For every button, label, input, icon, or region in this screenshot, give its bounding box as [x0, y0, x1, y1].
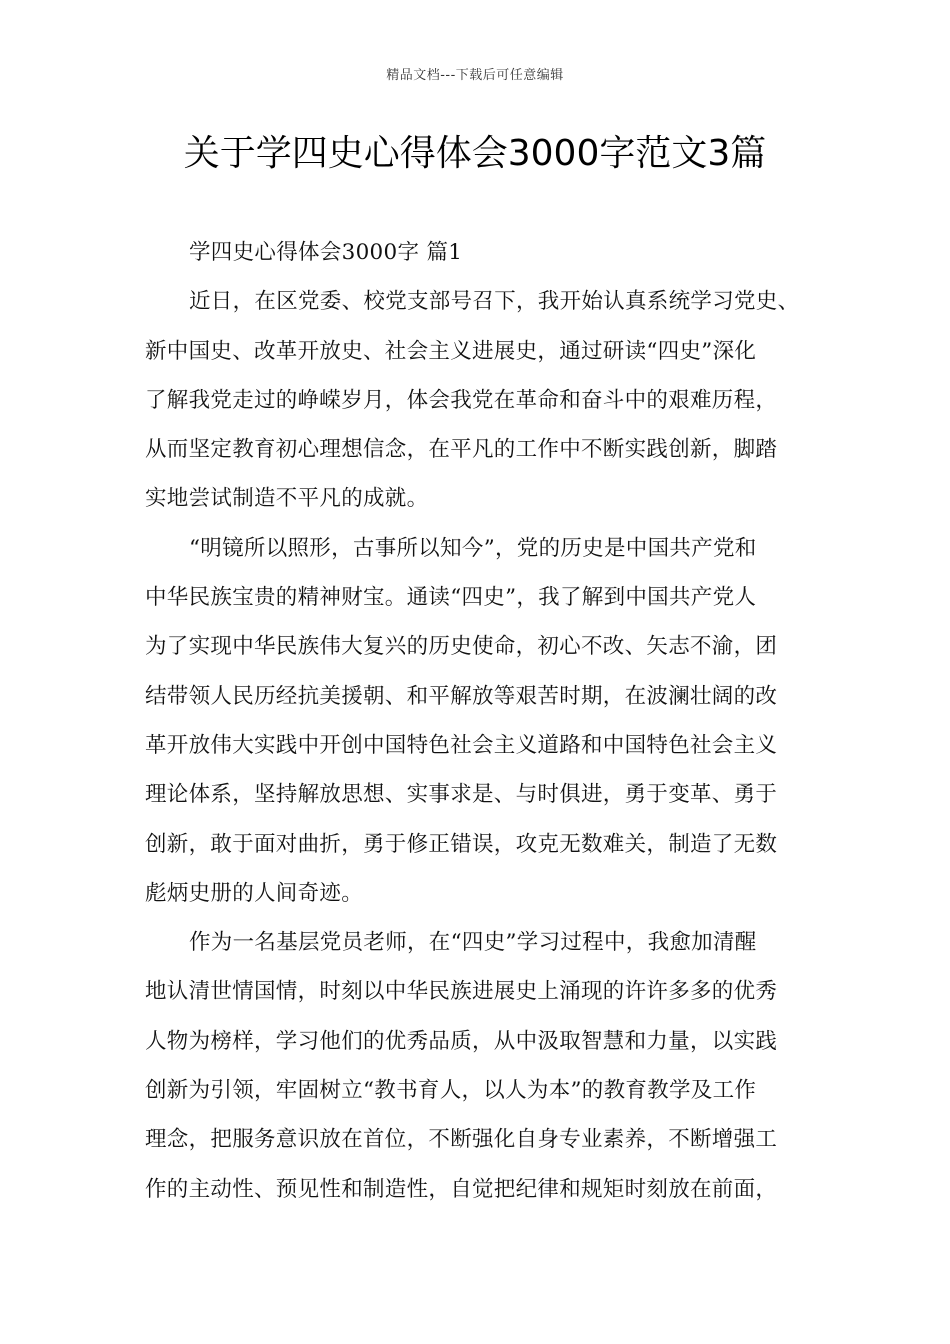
body-text-line: 彪炳史册的人间奇迹。: [145, 880, 364, 906]
body-text-line: 创新为引领，牢固树立“教书育人，以人为本”的教育教学及工作: [145, 1078, 757, 1104]
body-text-line: 作为一名基层党员老师，在“四史”学习过程中，我愈加清醒: [189, 930, 757, 956]
section-heading: 学四史心得体会3000字 篇1: [189, 240, 463, 265]
body-text-line: 作的主动性、预见性和制造性，自觉把纪律和规矩时刻放在前面，: [145, 1176, 778, 1202]
body-text-line: 地认清世情国情，时刻以中华民族进展史上涌现的许许多多的优秀: [145, 979, 778, 1005]
body-text-line: 新中国史、改革开放史、社会主义进展史，通过研读“四史”深化: [145, 338, 757, 364]
body-text-line: 理论体系，坚持解放思想、实事求是、与时俱进，勇于变革、勇于: [145, 782, 778, 808]
body-text-line: 了解我党走过的峥嵘岁月，体会我党在革命和奋斗中的艰难历程，: [145, 387, 778, 413]
body-text-line: 为了实现中华民族伟大复兴的历史使命，初心不改、矢志不渝，团: [145, 634, 778, 660]
body-text-line: 实地尝试制造不平凡的成就。: [145, 486, 429, 512]
body-text-line: 从而坚定教育初心理想信念，在平凡的工作中不断实践创新，脚踏: [145, 437, 778, 463]
body-text-line: 革开放伟大实践中开创中国特色社会主义道路和中国特色社会主义: [145, 732, 778, 758]
header-note: 精品文档---下载后可任意编辑: [386, 68, 564, 83]
body-text-line: 创新，敢于面对曲折，勇于修正错误，攻克无数难关，制造了无数: [145, 831, 778, 857]
body-text-line: 理念，把服务意识放在首位，不断强化自身专业素养，不断增强工: [145, 1127, 778, 1153]
body-text-line: 结带领人民历经抗美援朝、和平解放等艰苦时期，在波澜壮阔的改: [145, 683, 778, 709]
document-title: 关于学四史心得体会3000字范文3篇: [183, 133, 767, 174]
body-text-line: “明镜所以照形，古事所以知今”，党的历史是中国共产党和: [189, 535, 757, 561]
body-text-line: 近日，在区党委、校党支部号召下，我开始认真系统学习党史、: [189, 289, 800, 315]
body-text-line: 人物为榜样，学习他们的优秀品质，从中汲取智慧和力量，以实践: [145, 1028, 778, 1054]
document-body: [145, 228, 835, 1214]
body-text-line: 中华民族宝贵的精神财宝。通读“四史”，我了解到中国共产党人: [145, 585, 757, 611]
